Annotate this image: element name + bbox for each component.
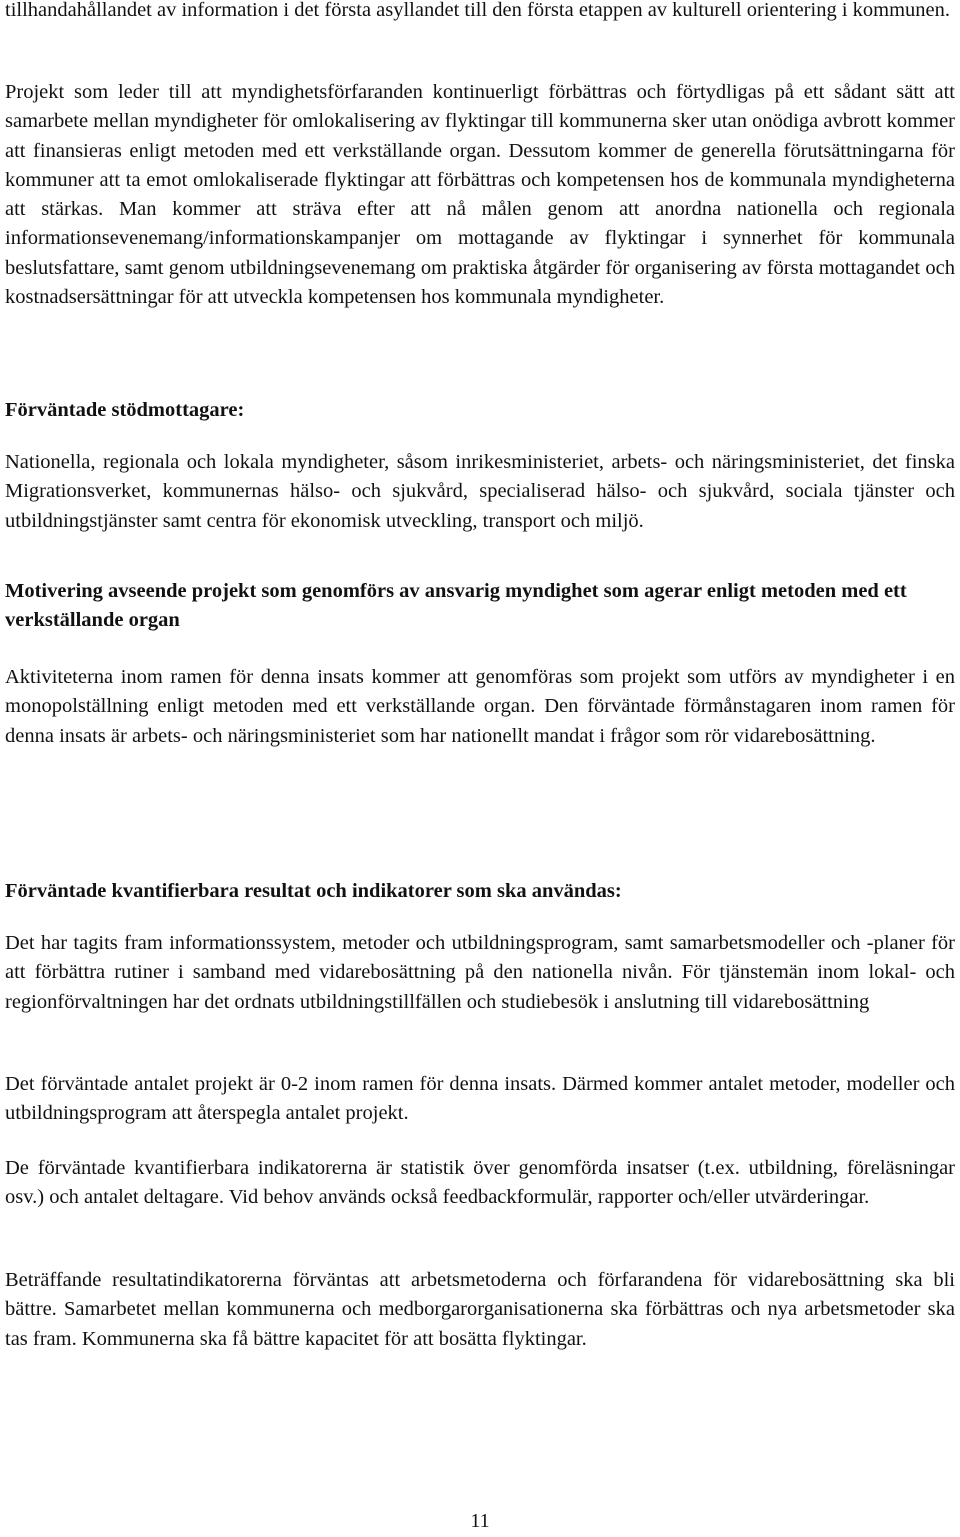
motivering-paragraph: Aktiviteterna inom ramen för denna insats kommer att genomföras som projekt som utförs av myndigheter i en monopolställning enligt metoden med ett verkställande organ. Den förväntade förmånstagaren inom ramen för denna insats är arbets- och näringsministeriet som har nationellt mandat i frågor som rör vidarebosättning. [5,666,955,747]
motivering-heading: Motivering avseende projekt som genomförs av ansvarig myndighet som agerar enligt metoden med ett verkställande organ [5,580,907,632]
kvantifierbara-paragraph-3: De förväntade kvantifierbara indikatorerna är statistik över genomförda insatser (t.ex. utbildning, föreläsningar osv.) och antalet deltagare. Vid behov används också feedbackformulär, rapporter och/eller utvärderingar. [5,1157,955,1209]
intro-tail-paragraph: tillhandahållandet av information i det första asyllandet till den första etappen av kulturell orientering i kommunen. [5,0,951,21]
projekt-paragraph: Projekt som leder till att myndighetsförfaranden kontinuerligt förbättras och förtydligas på ett sådant sätt att samarbete mellan myndigheter för omlokalisering av flyktingar till kommunerna sker utan onödiga avbrott kommer att finansieras enligt metoden med ett verkställande organ. Dessutom kommer de generella förutsättningarna för kommuner att ta emot omlokaliserade flyktingar att förbättras och kompetensen hos de kommunala myndigheterna att stärkas. Man kommer att sträva efter att nå målen genom att anordna nationella och regionala informationsevenemang/informationskampanjer om mottagande av flyktingar i synnerhet för kommunala beslutsfattare, samt genom utbildningsevenemang om praktiska åtgärder för organisering av första mottagandet och kostnadsersättningar för att utveckla kompetensen hos kommunala myndigheter. [5,81,955,309]
kvantifierbara-paragraph-2: Det förväntade antalet projekt är 0-2 inom ramen för denna insats. Därmed kommer antalet metoder, modeller och utbildningsprogram att återspegla antalet projekt. [5,1073,955,1125]
stodmottagare-paragraph: Nationella, regionala och lokala myndigheter, såsom inrikesministeriet, arbets- och näringsministeriet, det finska Migrationsverket, kommunernas hälso- och sjukvård, specialiserad hälso- och sjukvård, sociala tjänster och utbildningstjänster samt centra för ekonomisk utveckling, transport och miljö. [5,451,955,532]
page-number: 11 [470,1510,490,1532]
kvantifierbara-paragraph-4: Beträffande resultatindikatorerna förväntas att arbetsmetoderna och förfarandena för vidarebosättning ska bli bättre. Samarbetet mellan kommunerna och medborgarorganisationerna ska förbättras och nya arbetsmetoder ska tas fram. Kommunerna ska få bättre kapacitet för att bosätta flyktingar. [5,1269,955,1350]
stodmottagare-heading: Förväntade stödmottagare: [5,399,245,421]
kvantifierbara-resultat-heading: Förväntade kvantifierbara resultat och indikatorer som ska användas: [5,880,622,902]
kvantifierbara-paragraph-1: Det har tagits fram informationssystem, metoder och utbildningsprogram, samt samarbetsmodeller och -planer för att förbättra rutiner i samband med vidarebosättning på den nationella nivån. För tjänstemän inom lokal- och regionförvaltningen har det ordnats utbildningstillfällen och studiebesök i anslutning till vidarebosättning [5,932,955,1013]
